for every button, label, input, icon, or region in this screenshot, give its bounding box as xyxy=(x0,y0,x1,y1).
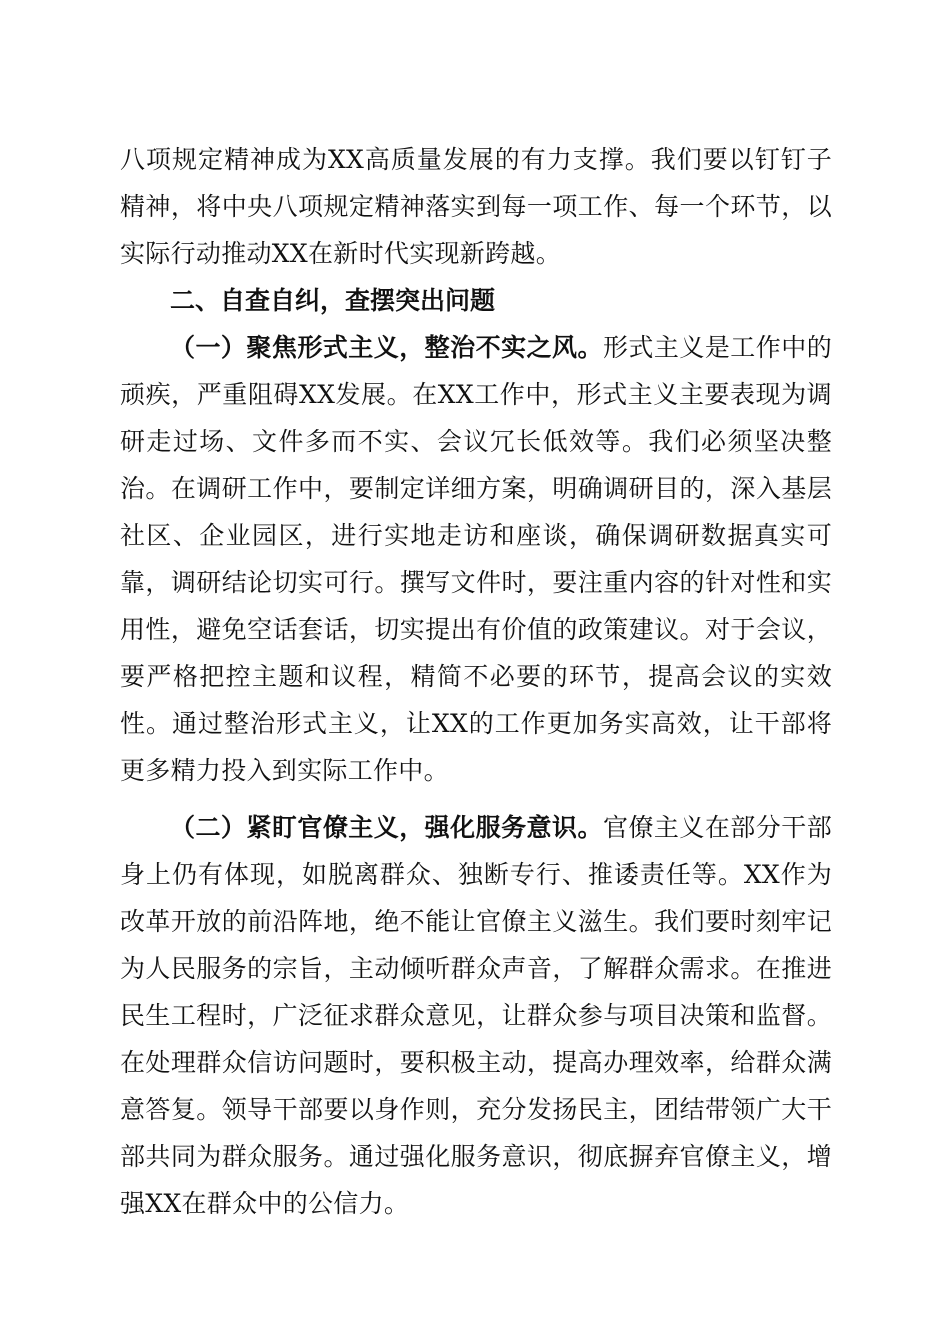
subsection-2-body: 官僚主义在部分干部身上仍有体现，如脱离群众、独断专行、推诿责任等。XX作为改革开放的前沿阵地，绝不能让官僚主义滋生。我们要时刻牢记为人民服务的宗旨，主动倾听群众声音，了解群众需求。在推进民生工程时，广泛征求群众意见，让群众参与项目决策和监督。在处理群众信访问题时，要积极主动，提高办理效率，给群众满意答复。领导干部要以身作则，充分发扬民主，团结带领广大干部共同为群众服务。通过强化服务意识，彻底摒弃官僚主义，增强XX在群众中的公信力。 xyxy=(120,813,832,1218)
subsection-1-lead: （一）聚焦形式主义，整治不实之风。 xyxy=(170,333,603,362)
document-page xyxy=(120,136,832,1227)
subsection-1-paragraph xyxy=(120,324,832,794)
subsection-1-body: 形式主义是工作中的顽疾，严重阻碍XX发展。在XX工作中，形式主义主要表现为调研走过场、文件多而不实、会议冗长低效等。我们必须坚决整治。在调研工作中，要制定详细方案，明确调研目的，深入基层社区、企业园区，进行实地走访和座谈，确保调研数据真实可靠，调研结论切实可行。撰写文件时，要注重内容的针对性和实用性，避免空话套话，切实提出有价值的政策建议。对于会议，要严格把控主题和议程，精简不必要的环节，提高会议的实效性。通过整治形式主义，让XX的工作更加务实高效，让干部将更多精力投入到实际工作中。 xyxy=(120,333,832,785)
paragraph-gap xyxy=(120,794,832,804)
subsection-2-lead: （二）紧盯官僚主义，强化服务意识。 xyxy=(170,813,603,842)
intro-paragraph: 八项规定精神成为XX高质量发展的有力支撑。我们要以钉钉子精神，将中央八项规定精神落实到每一项工作、每一个环节，以实际行动推动XX在新时代实现新跨越。 xyxy=(120,145,832,268)
subsection-2-paragraph xyxy=(120,804,832,1227)
section-heading: 二、自查自纠，查摆突出问题 xyxy=(170,286,496,315)
